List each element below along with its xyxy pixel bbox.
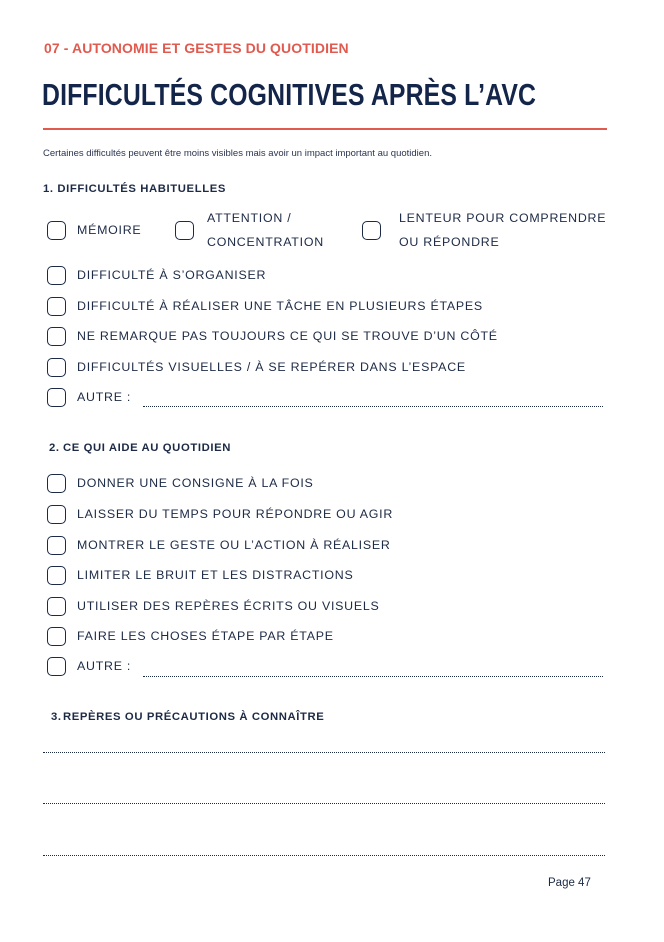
title-divider [43,128,607,130]
page-title: DIFFICULTÉS COGNITIVES APRÈS L’AVC [42,77,537,112]
checkbox-label: LAISSER DU TEMPS POUR RÉPONDRE OU AGIR [77,507,394,521]
checkbox-autre-2[interactable] [47,657,66,676]
checkbox-label: DONNER UNE CONSIGNE À LA FOIS [77,476,314,490]
checkbox-limiter-bruit[interactable] [47,566,66,585]
section-2-title: CE QUI AIDE AU QUOTIDIEN [63,442,231,454]
checkbox-consigne[interactable] [47,474,66,493]
autre-write-in-line-2[interactable] [143,676,603,677]
checkbox-label-autre: AUTRE : [77,390,132,404]
checkbox-label: FAIRE LES CHOSES ÉTAPE PAR ÉTAPE [77,629,334,643]
checkbox-label: MONTRER LE GESTE OU L’ACTION À RÉALISER [77,538,391,552]
checkbox-negligence-cote[interactable] [47,327,66,346]
checkbox-label-memoire: MÉMOIRE [77,223,142,237]
section-1-title: 1. DIFFICULTÉS HABITUELLES [43,183,226,195]
notes-write-in-line-2[interactable] [43,803,605,804]
checkbox-temps[interactable] [47,505,66,524]
checkbox-label: UTILISER DES REPÈRES ÉCRITS OU VISUELS [77,599,380,613]
notes-write-in-line-1[interactable] [43,752,605,753]
checkbox-label-lenteur-line1: LENTEUR POUR COMPRENDRE [399,211,607,225]
checkbox-label: NE REMARQUE PAS TOUJOURS CE QUI SE TROUVE D’UN CÔTÉ [77,329,498,343]
checkbox-label-lenteur-line2: OU RÉPONDRE [399,235,500,249]
checkbox-label-attention-line2: CONCENTRATION [207,235,324,249]
checkbox-reperes[interactable] [47,597,66,616]
checkbox-attention[interactable] [175,221,194,240]
checkbox-lenteur[interactable] [362,221,381,240]
checkbox-etape-par-etape[interactable] [47,627,66,646]
section-kicker: 07 - AUTONOMIE ET GESTES DU QUOTIDIEN [44,40,349,56]
checkbox-label: LIMITER LE BRUIT ET LES DISTRACTIONS [77,568,354,582]
notes-write-in-line-3[interactable] [43,855,605,856]
section-3-number: 3. [51,711,62,723]
checkbox-label: DIFFICULTÉ À S’ORGANISER [77,268,267,282]
section-2-number: 2. [49,442,60,454]
checkbox-label-attention-line1: ATTENTION / [207,211,292,225]
checkbox-taches-etapes[interactable] [47,297,66,316]
checkbox-difficultes-visuelles[interactable] [47,358,66,377]
checkbox-montrer-geste[interactable] [47,536,66,555]
checkbox-memoire[interactable] [47,221,66,240]
checkbox-label-autre: AUTRE : [77,659,132,673]
section-3-title: REPÈRES OU PRÉCAUTIONS À CONNAÎTRE [63,711,325,723]
checkbox-label: DIFFICULTÉS VISUELLES / À SE REPÉRER DANS L’ESPACE [77,360,466,374]
checkbox-organiser[interactable] [47,266,66,285]
checkbox-autre-1[interactable] [47,388,66,407]
intro-text: Certaines difficultés peuvent être moins visibles mais avoir un impact important au quotidien. [43,148,432,159]
autre-write-in-line-1[interactable] [143,406,603,407]
checkbox-label: DIFFICULTÉ À RÉALISER UNE TÂCHE EN PLUSIEURS ÉTAPES [77,299,483,313]
page-number: Page 47 [548,877,591,889]
